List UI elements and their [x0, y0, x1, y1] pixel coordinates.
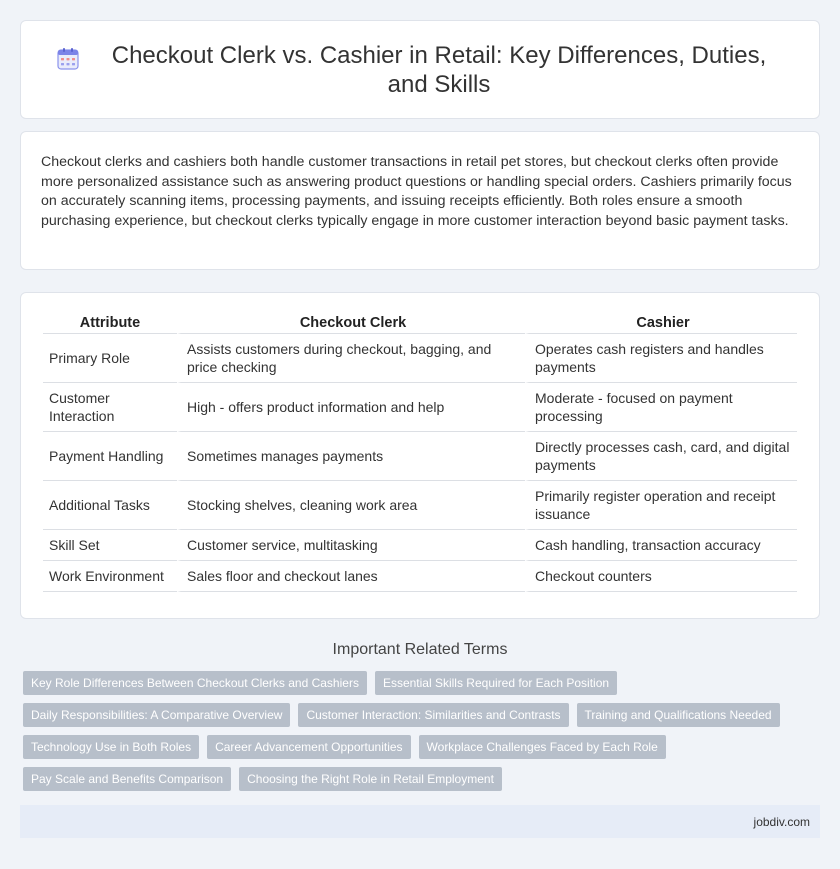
related-term-tag[interactable]: Key Role Differences Between Checkout Clerks and Cashiers: [23, 671, 367, 695]
table-cell-attribute: Payment Handling: [43, 432, 177, 481]
related-term-tag[interactable]: Daily Responsibilities: A Comparative Overview: [23, 703, 290, 727]
related-term-tag[interactable]: Workplace Challenges Faced by Each Role: [419, 735, 666, 759]
table-cell-cashier: Cash handling, transaction accuracy: [525, 530, 797, 561]
intro-card: [20, 131, 820, 270]
related-term-tag[interactable]: Career Advancement Opportunities: [207, 735, 410, 759]
related-terms-title: Important Related Terms: [332, 641, 508, 658]
calendar-icon: [56, 47, 80, 76]
table-cell-cashier: Operates cash registers and handles payments: [525, 334, 797, 383]
table-cell-cashier: Directly processes cash, card, and digital payments: [525, 432, 797, 481]
table-cell-cashier: Moderate - focused on payment processing: [525, 383, 797, 432]
table-cell-attribute: Work Environment: [43, 561, 177, 592]
table-header-row: [43, 311, 797, 334]
table-row: [43, 334, 797, 383]
footer: [20, 805, 820, 838]
table-cell-clerk: Sometimes manages payments: [177, 432, 525, 481]
table-cell-cashier: Primarily register operation and receipt issuance: [525, 481, 797, 530]
footer-site-link[interactable]: jobdiv.com: [753, 814, 810, 829]
intro-text: Checkout clerks and cashiers both handle customer transactions in retail pet stores, but checkout clerks often provide more personalized assistance such as answering product questions or handling special orders. Cashiers primarily focus on accurately scanning items, processing payments, and issuing receipts efficiently. Both roles ensure a smooth purchasing experience, but checkout clerks typically engage in more customer interaction beyond basic payment tasks.: [41, 154, 792, 229]
table-row: [43, 432, 797, 481]
table-row: [43, 530, 797, 561]
table-cell-attribute: Primary Role: [43, 334, 177, 383]
related-term-tag[interactable]: Customer Interaction: Similarities and Contrasts: [298, 703, 568, 727]
header-cashier: Cashier: [525, 311, 797, 334]
table-cell-attribute: Skill Set: [43, 530, 177, 561]
comparison-table: [43, 311, 797, 592]
header-card: [20, 20, 820, 119]
related-term-tag[interactable]: Choosing the Right Role in Retail Employment: [239, 767, 502, 791]
related-term-tag[interactable]: Training and Qualifications Needed: [577, 703, 780, 727]
header: [56, 41, 784, 99]
table-cell-clerk: Customer service, multitasking: [177, 530, 525, 561]
table-cell-attribute: Customer Interaction: [43, 383, 177, 432]
table-cell-clerk: Assists customers during checkout, bagging, and price checking: [177, 334, 525, 383]
table-cell-attribute: Additional Tasks: [43, 481, 177, 530]
table-cell-clerk: High - offers product information and help: [177, 383, 525, 432]
table-cell-clerk: Stocking shelves, cleaning work area: [177, 481, 525, 530]
table-row: [43, 383, 797, 432]
header-checkout-clerk: Checkout Clerk: [177, 311, 525, 334]
page-title: Checkout Clerk vs. Cashier in Retail: Key Differences, Duties, and Skills: [111, 41, 767, 98]
table-cell-clerk: Sales floor and checkout lanes: [177, 561, 525, 592]
table-cell-cashier: Checkout counters: [525, 561, 797, 592]
related-terms-list: [0, 671, 840, 791]
header-attribute: Attribute: [43, 311, 177, 334]
related-term-tag[interactable]: Pay Scale and Benefits Comparison: [23, 767, 231, 791]
comparison-table-card: [20, 292, 820, 619]
related-term-tag[interactable]: Technology Use in Both Roles: [23, 735, 199, 759]
table-row: [43, 561, 797, 592]
table-row: [43, 481, 797, 530]
related-term-tag[interactable]: Essential Skills Required for Each Position: [375, 671, 617, 695]
